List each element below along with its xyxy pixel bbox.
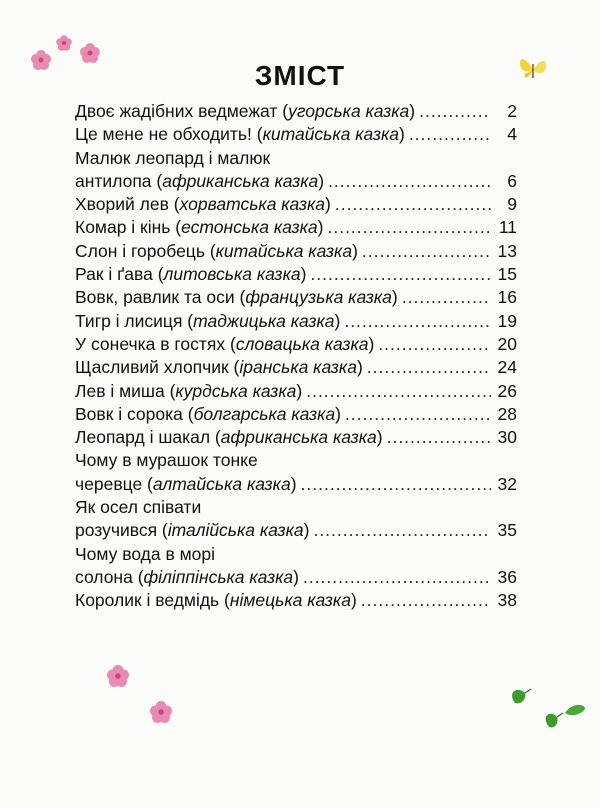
closing-paren: ) [317,217,324,238]
toc-entry-title [75,286,398,309]
toc-entry[interactable] [75,589,517,612]
dot-leader [367,356,491,379]
toc-entry-line [75,310,517,333]
toc-entry-line [75,286,517,309]
tale-origin: таджицька казка [193,310,335,331]
toc-entry-title [75,449,258,472]
title-text: солона ( [75,566,144,587]
title-text: Вовк і сорока ( [75,403,194,424]
flower-icon [150,701,172,723]
title-text: антилопа ( [75,170,163,191]
closing-paren: ) [325,194,331,215]
closing-paren: ) [350,590,357,611]
title-text: У сонечка в гостях ( [75,333,236,354]
tale-origin: естонська казка [181,217,318,238]
toc-entry-line [75,403,517,426]
title-text: Малюк леопард і малюк [75,147,271,168]
toc-entry-line [75,380,517,403]
page-number: 2 [507,101,517,121]
page-number: 6 [507,170,517,191]
toc-entry[interactable] [75,286,517,309]
tale-origin: словацька казка [235,333,369,354]
page-number: 26 [497,380,517,401]
tale-origin: філіппінська казка [143,566,294,587]
tale-origin: африканська казка [220,427,377,448]
toc-entry-title [75,356,363,379]
toc-entry-line [75,449,517,472]
toc-entry-line [75,170,517,193]
closing-paren: ) [335,403,341,424]
toc-entry-title [75,566,299,589]
tale-origin: алтайська казка [152,473,291,494]
dot-leader [306,380,491,403]
toc-entry-line [75,473,517,496]
page-number: 13 [497,240,517,261]
closing-paren: ) [293,566,299,587]
tale-origin: французька казка [245,287,392,308]
title-text: черевце ( [75,473,153,494]
title-text: Чому вода в морі [75,543,216,564]
tale-origin: італійська казка [167,520,304,541]
tale-origin: китайська казка [262,124,399,145]
toc-entry-title [75,170,324,193]
tale-origin: африканська казка [162,170,319,191]
toc-entry-line [75,589,517,612]
dot-leader [345,403,491,426]
toc-entry-title [75,333,374,356]
toc-entry[interactable] [75,263,517,286]
closing-paren: ) [376,427,383,448]
dot-leader [310,263,491,286]
toc-entry-title [75,426,383,449]
title-text: Слон і горобець ( [75,240,216,261]
title-text: Чому в мурашок тонке [75,450,258,471]
toc-entry[interactable] [75,449,517,496]
closing-paren: ) [352,240,358,261]
dot-leader [328,170,491,193]
tale-origin: угорська казка [288,101,410,121]
toc-entry-title [75,123,405,146]
toc-entry-title [75,263,306,286]
page-number: 28 [497,403,517,424]
toc-entry-line [75,123,517,146]
table-of-contents [75,100,517,613]
toc-entry-line [75,147,517,170]
toc-entry-line [75,543,517,566]
title-text: розучився ( [75,520,168,541]
page-number: 35 [497,520,517,541]
title-text: Тигр і лисиця ( [75,310,194,331]
dot-leader [387,426,491,449]
dot-leader [402,286,491,309]
page-title: ЗМІСТ [254,60,346,91]
toc-entry[interactable] [75,543,517,590]
dot-leader [313,519,491,542]
toc-entry-title [75,589,357,612]
toc-entry[interactable] [75,496,517,543]
page-number: 11 [498,217,517,238]
toc-entry-title [75,310,340,333]
closing-paren: ) [303,520,310,541]
toc-entry[interactable] [75,123,517,146]
dot-leader [409,123,491,146]
page-number: 20 [497,333,517,354]
closing-paren: ) [296,380,303,401]
tale-origin: курдська казка [175,380,297,401]
flower-cluster-top-left [28,32,108,76]
page-number: 30 [497,427,517,448]
title-text: Вовк, равлик та оси ( [75,287,246,308]
toc-entry[interactable] [75,356,517,379]
toc-entry-title [75,147,270,170]
closing-paren: ) [356,357,363,378]
toc-entry-line [75,566,517,589]
page-number: 16 [497,287,517,308]
dot-leader [327,216,491,239]
title-text: Щасливий хлопчик ( [75,357,240,378]
closing-paren: ) [391,287,398,308]
title-text: Леопард і шакал ( [75,427,221,448]
toc-entry[interactable] [75,403,517,426]
title-text: Королик і ведмідь ( [75,590,230,611]
tale-origin: литовська казка [163,264,301,285]
toc-entry[interactable] [75,216,517,239]
flower-icon [80,43,100,63]
page-number: 24 [497,357,517,378]
toc-entry-line [75,333,517,356]
tale-origin: хорватська казка [179,194,326,215]
toc-entry-title [75,403,341,426]
toc-entry-line [75,426,517,449]
title-text: Комар і кінь ( [75,217,182,238]
page-number: 38 [497,590,517,611]
leaves-icon [505,685,595,741]
title-text: Хворий лев ( [75,194,180,215]
closing-paren: ) [398,124,405,145]
closing-paren: ) [290,473,297,494]
closing-paren: ) [300,264,307,285]
toc-entry-title [75,240,358,263]
toc-entry-line [75,496,517,519]
title-text: Лев і миша ( [75,380,176,401]
page-number: 15 [497,264,517,285]
toc-entry-line [75,356,517,379]
toc-entry[interactable] [75,426,517,449]
dot-leader [361,589,491,612]
toc-entry-title [75,380,302,403]
title-text: Двоє жадібних ведмежат ( [75,101,289,121]
title-text: Це мене не обходить! ( [75,124,263,145]
closing-paren: ) [318,170,325,191]
dot-leader [303,566,491,589]
toc-entry-title [75,496,201,519]
dot-leader [335,193,491,216]
toc-entry-line [75,519,517,542]
toc-entry-title [75,193,331,216]
toc-entry-title [75,216,323,239]
title-text: Рак і ґава ( [75,264,164,285]
closing-paren: ) [409,101,416,121]
toc-entry[interactable] [75,240,517,263]
toc-entry[interactable] [75,193,517,216]
tale-origin: болгарська казка [193,403,336,424]
tale-origin: іранська казка [239,357,357,378]
page-number: 32 [497,473,517,494]
flower-icon [107,665,129,687]
toc-entry-line [75,216,517,239]
toc-entry[interactable] [75,147,517,194]
page-number: 36 [497,566,517,587]
toc-entry-title [75,543,215,566]
flower-cluster-bottom [100,662,180,726]
toc-entry[interactable] [75,333,517,356]
toc-entry[interactable] [75,310,517,333]
toc-entry-title [75,100,415,123]
tale-origin: китайська казка [215,240,353,261]
dot-leader [362,240,491,263]
tale-origin: німецька казка [229,590,351,611]
page-number: 4 [507,124,517,145]
toc-entry-title [75,473,297,496]
dot-leader [301,473,491,496]
title-text: Як осел співати [75,497,202,518]
toc-entry[interactable] [75,380,517,403]
page-number: 19 [497,310,517,331]
toc-entry-line [75,263,517,286]
closing-paren: ) [334,310,341,331]
flower-icon [31,50,51,70]
page-number: 9 [507,194,517,215]
toc-entry[interactable] [75,100,517,123]
dot-leader [419,100,491,123]
toc-entry-line [75,100,517,123]
toc-entry-title [75,519,309,542]
closing-paren: ) [368,333,375,354]
flower-icon [56,35,72,51]
toc-entry-line [75,193,517,216]
dot-leader [344,310,491,333]
butterfly-icon [515,52,551,86]
dot-leader [378,333,491,356]
toc-entry-line [75,240,517,263]
